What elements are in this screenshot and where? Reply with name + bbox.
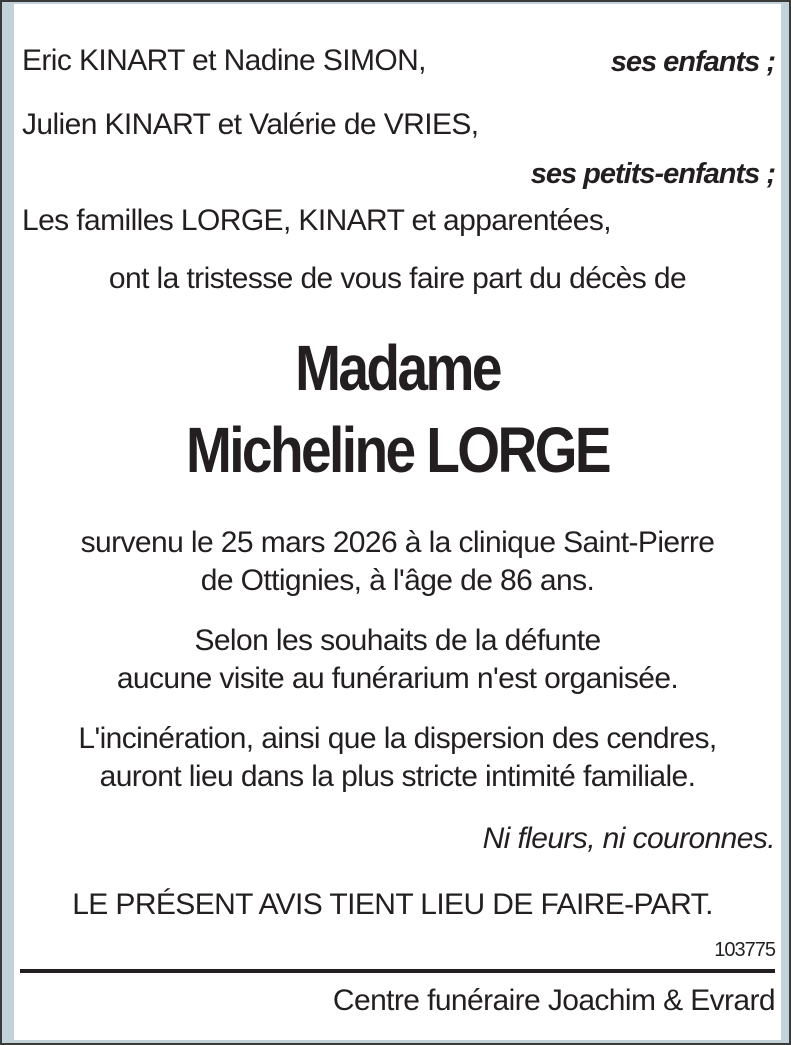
ceremony-line1: L'incinération, ainsi que la dispersion des cendres, <box>78 722 717 755</box>
deceased-name: Micheline LORGE <box>185 414 610 486</box>
wishes-line1: Selon les souhaits de la défunte <box>194 624 601 657</box>
funeral-home: Centre funéraire Joachim & Evrard <box>332 984 775 1017</box>
grandchildren-relation: ses petits-enfants ; <box>530 158 775 190</box>
announcement-text: ont la tristesse de vous faire part du décès de <box>108 262 687 295</box>
notice-statement: LE PRÉSENT AVIS TIENT LIEU DE FAIRE-PART. <box>72 888 713 921</box>
death-details-line1: survenu le 25 mars 2026 à la clinique Saint-Pierre <box>80 526 715 559</box>
children-relation: ses enfants ; <box>610 46 775 78</box>
death-details-line2: de Ottignies, à l'âge de 86 ans. <box>200 564 595 597</box>
divider <box>20 969 775 973</box>
deceased-title: Madame <box>295 332 500 404</box>
grandchildren-names: Julien KINART et Valérie de VRIES, <box>22 108 479 141</box>
wishes-line2: aucune visite au funérarium n'est organisée. <box>116 662 679 695</box>
children-names: Eric KINART et Nadine SIMON, <box>22 44 426 77</box>
obituary-notice <box>14 4 781 1040</box>
no-flowers-text: Ni fleurs, ni couronnes. <box>482 822 775 855</box>
reference-number: 103775 <box>714 939 775 961</box>
extended-family: Les familles LORGE, KINART et apparentées, <box>22 204 611 237</box>
ceremony-line2: auront lieu dans la plus stricte intimité familiale. <box>99 760 696 793</box>
